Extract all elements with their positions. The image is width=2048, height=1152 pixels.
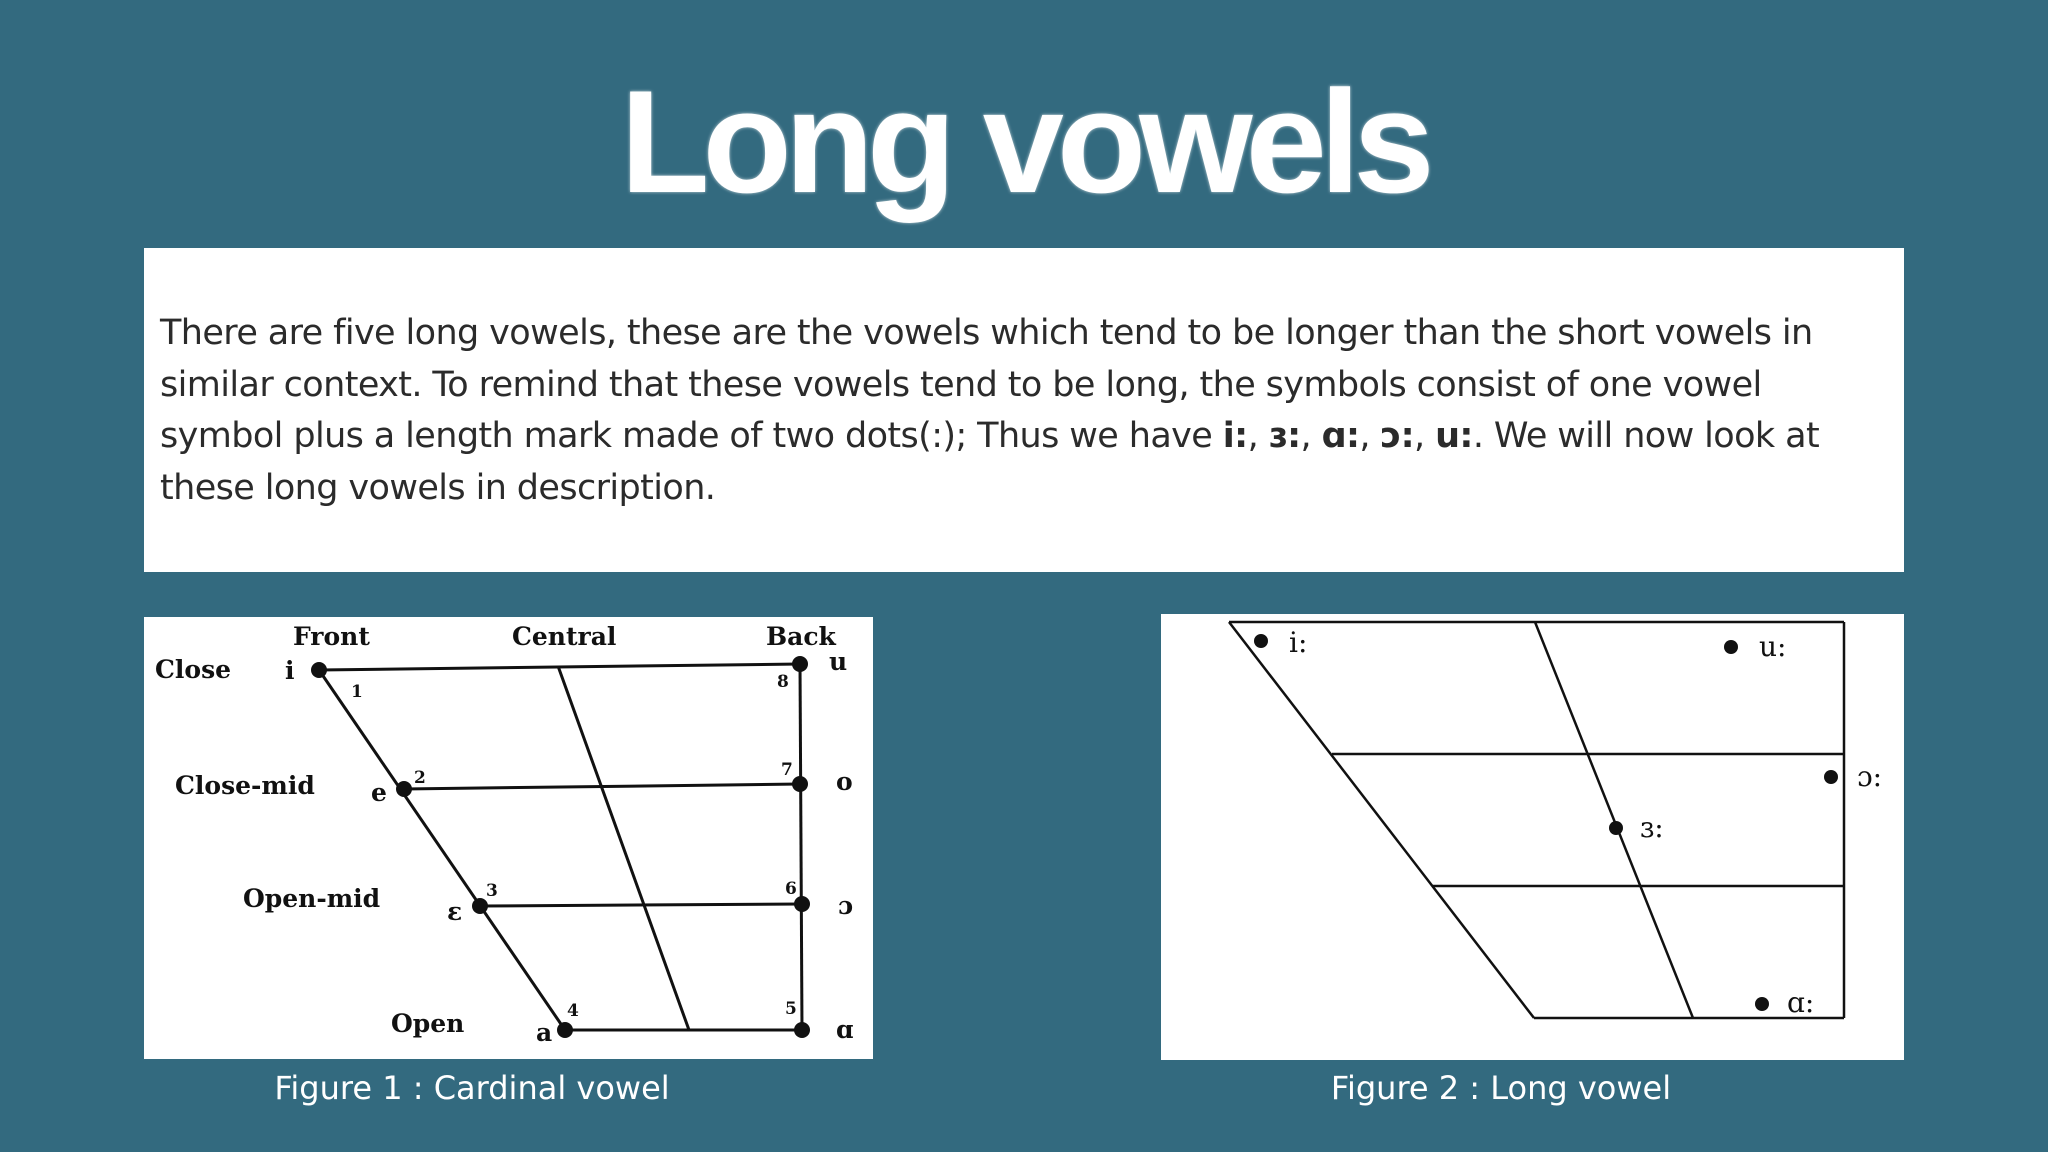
figure1-caption: Figure 1 : Cardinal vowel [274, 1069, 670, 1107]
front-edge [1229, 622, 1534, 1018]
dot-a-long [1755, 997, 1769, 1011]
label-i-long: i: [1289, 626, 1308, 659]
vowel-label-6: ɔ [838, 891, 854, 920]
dot-i-long [1254, 634, 1268, 648]
open-mid-line [480, 904, 802, 906]
front-edge [319, 670, 565, 1030]
number-6: 6 [785, 879, 797, 899]
number-5: 5 [785, 999, 797, 1019]
figure-long-vowel [1161, 614, 1904, 1060]
row-close-mid: Close-mid [175, 771, 315, 800]
central-line [558, 666, 689, 1030]
vowel-dot-1 [311, 662, 327, 678]
row-open: Open [391, 1009, 465, 1038]
symbol-o-long: ɔ: [1380, 416, 1415, 456]
label-u-long: u: [1759, 630, 1787, 663]
paragraph-intro: There are five long vowels, these are the vowels which tend to be longer than the short vowels in similar context. To remind that these vowels tend to be long, the symbols consist of one vowel symbol plus a length mark made of two dots(:); Thus we have [160, 313, 1813, 456]
dot-open-o-long [1824, 770, 1838, 784]
cardinal-vowel-chart [144, 617, 873, 1059]
vowel-dot-2 [396, 781, 412, 797]
symbol-u-long: u: [1435, 416, 1473, 456]
vowel-dot-8 [792, 656, 808, 672]
page-title: Long vowels [620, 60, 1428, 223]
long-vowel-chart [1161, 614, 1904, 1060]
vowel-label-4: a [536, 1018, 553, 1047]
vowel-label-5: ɑ [836, 1015, 854, 1044]
row-close: Close [155, 655, 232, 684]
column-central: Central [512, 622, 617, 651]
vowel-dot-5 [794, 1022, 810, 1038]
column-front: Front [293, 622, 370, 651]
vowel-label-8: u [829, 647, 848, 676]
number-8: 8 [777, 672, 789, 692]
label-schwa-long: ɜ: [1640, 811, 1664, 844]
vowel-label-3: ɛ [447, 897, 463, 926]
label-a-long: ɑ: [1787, 986, 1815, 1019]
symbol-a-long: ɑ: [1321, 416, 1360, 456]
vowel-label-2: e [371, 778, 387, 807]
column-back: Back [766, 622, 836, 651]
vowel-dot-4 [557, 1022, 573, 1038]
vowel-label-7: o [836, 767, 853, 796]
label-open-o-long: ɔ: [1857, 760, 1883, 793]
vowel-dot-7 [792, 776, 808, 792]
number-3: 3 [486, 881, 498, 901]
row-open-mid: Open-mid [243, 884, 381, 913]
dot-u-long [1724, 640, 1738, 654]
symbol-i-long: i: [1222, 416, 1248, 456]
dot-schwa-long [1609, 821, 1623, 835]
number-7: 7 [781, 760, 793, 780]
figure2-caption: Figure 2 : Long vowel [1330, 1069, 1672, 1107]
central-line [1535, 622, 1693, 1018]
back-edge [800, 664, 802, 1030]
number-2: 2 [414, 768, 426, 788]
description-box [144, 248, 1904, 572]
symbol-er-long: ɜ: [1268, 416, 1301, 456]
vowel-label-1: i [285, 656, 295, 685]
figure-cardinal-vowel [144, 617, 873, 1059]
number-1: 1 [351, 682, 363, 702]
paragraph-outro: . We will now look at these long vowels in description. [160, 416, 1820, 508]
number-4: 4 [567, 1001, 579, 1021]
description-paragraph: There are five long vowels, these are the vowels which tend to be longer than the short vowels in similar context. To remind that these vowels tend to be long, the symbols consist of one vowel symbol plus a length mark made of two dots(:); Thus we have i:, ɜ:, ɑ:, ɔ:, u:. We will now look at these long vowels in description. [160, 313, 1820, 508]
